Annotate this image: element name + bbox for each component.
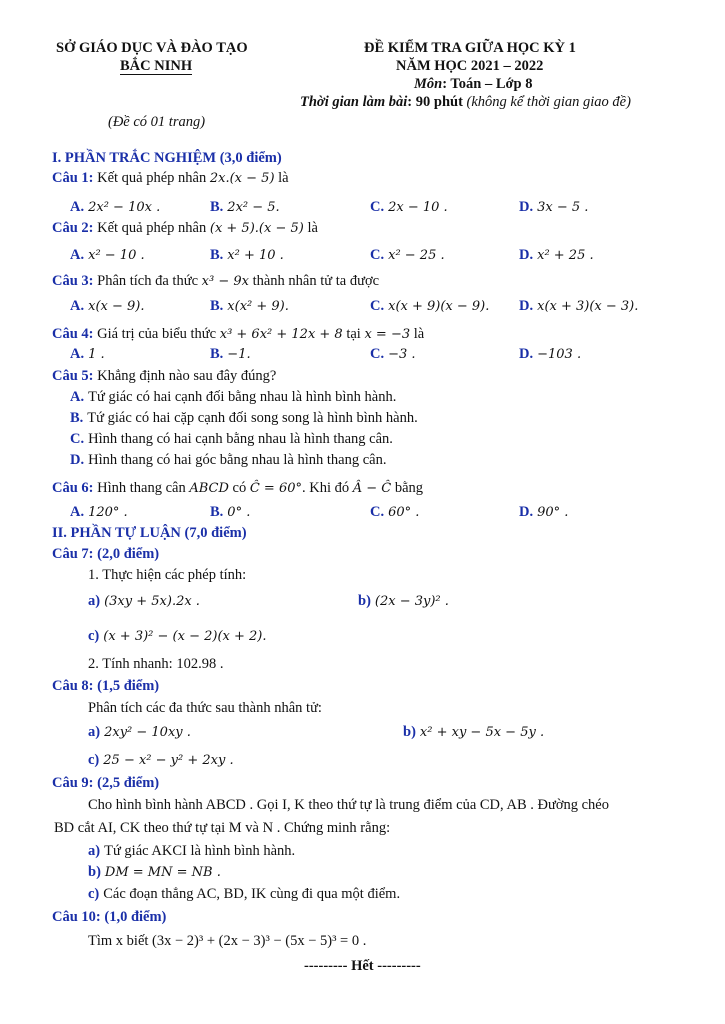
q2-option-c[interactable]: C. x² − 25 .: [370, 247, 445, 263]
province-name: BẮC NINH: [120, 58, 193, 74]
q1-option-d[interactable]: D. 3x − 5 .: [519, 199, 589, 215]
q5-option-b[interactable]: B. Tứ giác có hai cặp cạnh đối song song là hình bình hành.: [70, 410, 418, 426]
q3-option-d[interactable]: D. x(x + 3)(x − 3).: [519, 298, 639, 314]
question-6: Câu 6: Hình thang cân ABCD có Ĉ = 60°. Khi đó Â − Ĉ bằng: [52, 480, 424, 496]
q2-option-a[interactable]: A. x² − 10 .: [70, 247, 145, 263]
question-4: Câu 4: Giá trị của biểu thức x³ + 6x² + 12x + 8 tại x = −3 là: [52, 326, 425, 342]
pages-note: (Đề có 01 trang): [108, 114, 206, 130]
q5-option-a[interactable]: A. Tứ giác có hai cạnh đối bằng nhau là hình bình hành.: [70, 389, 397, 405]
q6-option-d[interactable]: D. 90° .: [519, 504, 569, 520]
q4-option-c[interactable]: C. −3 .: [370, 346, 416, 362]
q1-option-b[interactable]: B. 2x² − 5.: [210, 199, 280, 215]
q9-part-a: a) Tứ giác AKCI là hình bình hành.: [88, 843, 296, 859]
q2-option-b[interactable]: B. x² + 10 .: [210, 247, 284, 263]
question-10-label: Câu 10: (1,0 điểm): [52, 909, 167, 925]
q5-option-c[interactable]: C. Hình thang có hai cạnh bằng nhau là hình thang cân.: [70, 431, 393, 447]
q8-part-a: a) 2xy² − 10xy .: [88, 724, 191, 740]
q9-line-1: Cho hình bình hành ABCD . Gọi I, K theo thứ tự là trung điểm của CD, AB . Đường chéo: [88, 797, 609, 813]
department-name: SỞ GIÁO DỤC VÀ ĐÀO TẠO: [56, 40, 248, 56]
q1-option-a[interactable]: A. 2x² − 10x .: [70, 199, 161, 215]
question-3: Câu 3: Phân tích đa thức x³ − 9x thành nhân tử ta được: [52, 273, 380, 289]
q9-part-b: b) DM = MN = NB .: [88, 864, 221, 880]
q6-option-a[interactable]: A. 120° .: [70, 504, 128, 520]
q7-subtitle-2: 2. Tính nhanh: 102.98 .: [88, 656, 224, 672]
q5-option-d[interactable]: D. Hình thang có hai góc bằng nhau là hình thang cân.: [70, 452, 387, 468]
q9-line-2: BD cắt AI, CK theo thứ tự tại M và N . Chứng minh rằng:: [54, 820, 391, 836]
school-year: NĂM HỌC 2021 – 2022: [396, 58, 544, 74]
question-8-label: Câu 8: (1,5 điểm): [52, 678, 160, 694]
q7-part-b: b) (2x − 3y)² .: [358, 593, 449, 609]
exam-title: ĐỀ KIỂM TRA GIỮA HỌC KỲ 1: [364, 40, 576, 56]
time-line: Thời gian làm bài: 90 phút (không kể thời gian giao đề): [300, 94, 631, 110]
end-marker: --------- Hết ---------: [304, 958, 421, 974]
q7-part-c: c) (x + 3)² − (x − 2)(x + 2).: [88, 628, 267, 644]
q7-part-a: a) (3xy + 5x).2x .: [88, 593, 200, 609]
q6-option-c[interactable]: C. 60° .: [370, 504, 420, 520]
question-9-label: Câu 9: (2,5 điểm): [52, 775, 160, 791]
q6-option-b[interactable]: B. 0° .: [210, 504, 251, 520]
q1-option-c[interactable]: C. 2x − 10 .: [370, 199, 448, 215]
q8-part-c: c) 25 − x² − y² + 2xy .: [88, 752, 234, 768]
q3-option-b[interactable]: B. x(x² + 9).: [210, 298, 289, 314]
q9-part-c: c) Các đoạn thẳng AC, BD, IK cùng đi qua một điểm.: [88, 886, 401, 902]
q4-option-d[interactable]: D. −103 .: [519, 346, 582, 362]
q4-option-b[interactable]: B. −1.: [210, 346, 251, 362]
question-5: Câu 5: Khẳng định nào sau đây đúng?: [52, 368, 277, 384]
q2-option-d[interactable]: D. x² + 25 .: [519, 247, 594, 263]
q8-part-b: b) x² + xy − 5x − 5y .: [403, 724, 545, 740]
q7-subtitle-1: 1. Thực hiện các phép tính:: [88, 567, 247, 583]
question-1: Câu 1: Kết quả phép nhân 2x.(x − 5) là: [52, 170, 289, 186]
q8-text: Phân tích các đa thức sau thành nhân tử:: [88, 700, 322, 716]
part1-title: I. PHẦN TRẮC NGHIỆM (3,0 điểm): [52, 150, 282, 166]
q3-option-c[interactable]: C. x(x + 9)(x − 9).: [370, 298, 490, 314]
part2-title: II. PHẦN TỰ LUẬN (7,0 điểm): [52, 525, 247, 541]
question-2: Câu 2: Kết quả phép nhân (x + 5).(x − 5) là: [52, 220, 318, 236]
q10-text: Tìm x biết (3x − 2)³ + (2x − 3)³ − (5x − 5)³ = 0 .: [88, 933, 367, 949]
q4-option-a[interactable]: A. 1 .: [70, 346, 105, 362]
q3-option-a[interactable]: A. x(x − 9).: [70, 298, 145, 314]
subject-line: Môn: Toán – Lớp 8: [414, 76, 533, 92]
question-7-label: Câu 7: (2,0 điểm): [52, 546, 160, 562]
